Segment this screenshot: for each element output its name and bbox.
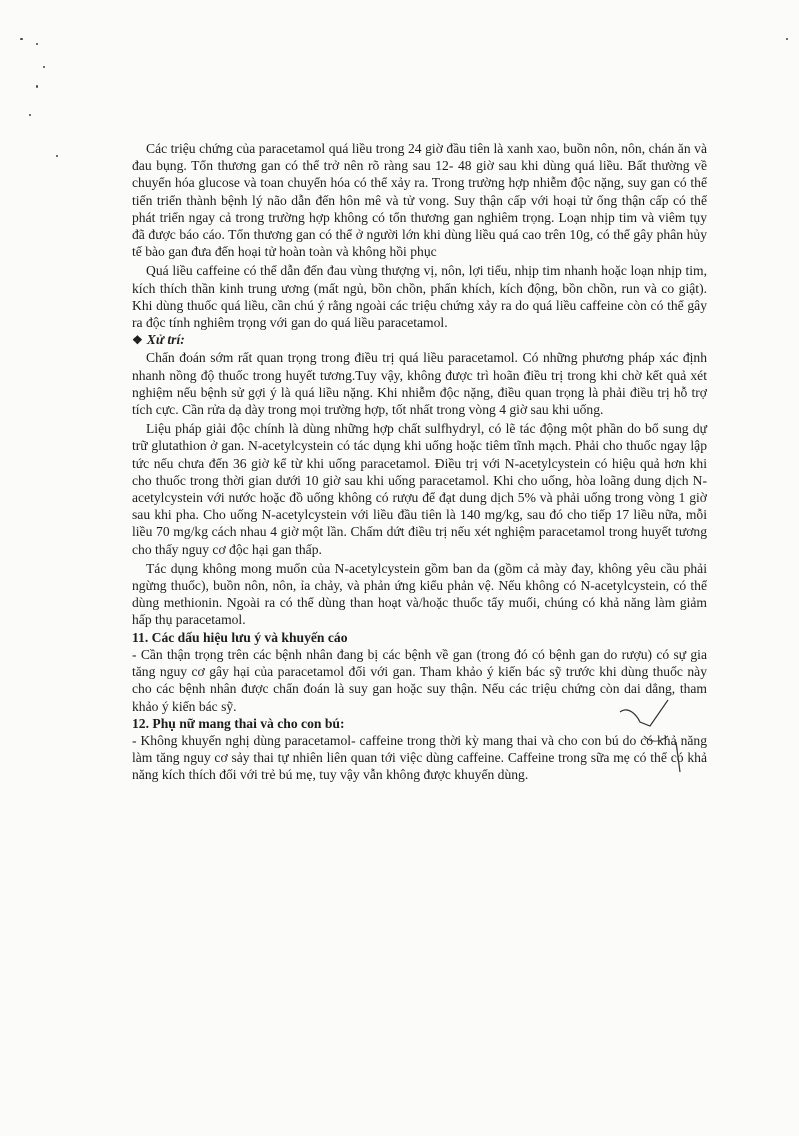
scan-speck (29, 114, 31, 116)
treatment-heading-text: Xử trí: (146, 332, 185, 348)
section-11-text: - Cần thận trọng trên các bệnh nhân đang bị các bệnh về gan (trong đó có bệnh gan do rượu) có sự gia tăng nguy cơ gây hại của paracetamol đối với gan. Tham khảo ý kiến bác sỹ trước khi dùng thuốc này cho các bệnh nhân được chẩn đoán là suy gan hoặc suy thận. Nếu các triệu chứng còn dai dẳng, tham khảo ý kiến bác sỹ. (132, 646, 707, 714)
document-page (132, 140, 707, 784)
side-effects-paragraph: Tác dụng không mong muốn của N-acetylcystein gồm ban da (gồm cả mày đay, không yêu cầu phải ngừng thuốc), buồn nôn, nôn, ỉa chảy, và phản ứng kiểu phản vệ. Nếu không có N-acetylcystein, có thể dùng methionin. Ngoài ra có thể dùng than hoạt và/hoặc thuốc tẩy muối, chúng có khả năng làm giảm hấp thụ paracetamol. (132, 560, 707, 628)
scan-speck (43, 66, 45, 68)
section-12-text: - Không khuyến nghị dùng paracetamol- caffeine trong thời kỳ mang thai và cho con bú do có khả năng làm tăng nguy cơ sảy thai tự nhiên liên quan tới việc dùng caffeine. Caffeine trong sữa mẹ có thể có khả năng kích thích đối với trẻ bú mẹ, tuy vậy vẫn không được khuyến dùng. (132, 732, 707, 783)
treatment-heading (132, 331, 707, 349)
four-diamond-bullet-icon: ❖ (132, 333, 143, 348)
overdose-caffeine-paragraph: Quá liều caffeine có thể dẫn đến đau vùng thượng vị, nôn, lợi tiểu, nhịp tim nhanh hoặc loạn nhịp tim, kích thích thần kinh trung ương (mất ngủ, bồn chồn, phấn khích, kích động, bồn chồn, run và co giật). Khi dùng thuốc quá liều, cần chú ý rằng ngoài các triệu chứng xảy ra do quá liều caffeine còn có thể gây ra độc tính nghiêm trọng với gan do quá liều paracetamol. (132, 263, 707, 331)
treatment-paragraph: Chẩn đoán sớm rất quan trọng trong điều trị quá liều paracetamol. Có những phương pháp xác định nhanh nồng độ thuốc trong huyết tương.Tuy vậy, không được trì hoãn điều trị trong khi chờ kết quả xét nghiệm nếu bệnh sử gợi ý là quá liều nặng. Khi nhiễm độc nặng, điều quan trọng là phải điều trị hỗ trợ tích cực. Cần rửa dạ dày trong mọi trường hợp, tốt nhất trong vòng 4 giờ sau khi uống. (132, 350, 707, 418)
overdose-paracetamol-paragraph: Các triệu chứng của paracetamol quá liều trong 24 giờ đầu tiên là xanh xao, buồn nôn, nôn, chán ăn và đau bụng. Tổn thương gan có thể trở nên rõ ràng sau 12- 48 giờ sau khi dùng quá liều. Bất thường về chuyển hóa glucose và toan chuyển hóa có thể xảy ra. Trong trường hợp nhiễm độc nặng, suy gan có thể tiến triển thành bệnh lý não dẫn đến hôn mê và tử vong. Suy thận cấp với hoại tử ống thận cấp có thể phát triển ngay cả trong trường hợp không có tổn thương gan nghiêm trọng. Loạn nhịp tim và viêm tụy đã được báo cáo. Tổn thương gan có thể ở người lớn khi dùng liều quá cao trên 10g, có thể gây phân hủy tế bào gan đưa đến hoại tử hoàn toàn và không hồi phục (132, 141, 707, 260)
section-11-heading: 11. Các dấu hiệu lưu ý và khuyến cáo (132, 629, 348, 645)
antidote-paragraph: Liệu pháp giải độc chính là dùng những hợp chất sulfhydryl, có lẽ tác động một phần do bổ sung dự trữ glutathion ở gan. N-acetylcystein có tác dụng khi uống hoặc tiêm tĩnh mạch. Phải cho thuốc ngay lập tức nếu chưa đến 36 giờ kể từ khi uống paracetamol. Điều trị với N-acetylcystein có hiệu quả hơn khi cho thuốc trong thời gian dưới 10 giờ sau khi uống paracetamol. Khi cho uống, hòa loãng dung dịch N-acetylcystein với nước hoặc đồ uống không có rượu để đạt dung dịch 5% và phải uống trong vòng 1 giờ sau khi pha. Cho uống N-acetylcystein với liều đầu tiên là 140 mg/kg, sau đó cho tiếp 17 liều nữa, mỗi liều 70 mg/kg cách nhau 4 giờ một lần. Chấm dứt điều trị nếu xét nghiệm paracetamol trong huyết tương cho thấy nguy cơ độc hại gan thấp. (132, 421, 707, 557)
scan-speck (36, 85, 38, 88)
scan-speck (20, 38, 23, 40)
scan-speck (56, 155, 58, 157)
section-12-heading: 12. Phụ nữ mang thai và cho con bú: (132, 715, 345, 731)
scan-speck (786, 38, 788, 40)
scan-speck (36, 43, 38, 45)
